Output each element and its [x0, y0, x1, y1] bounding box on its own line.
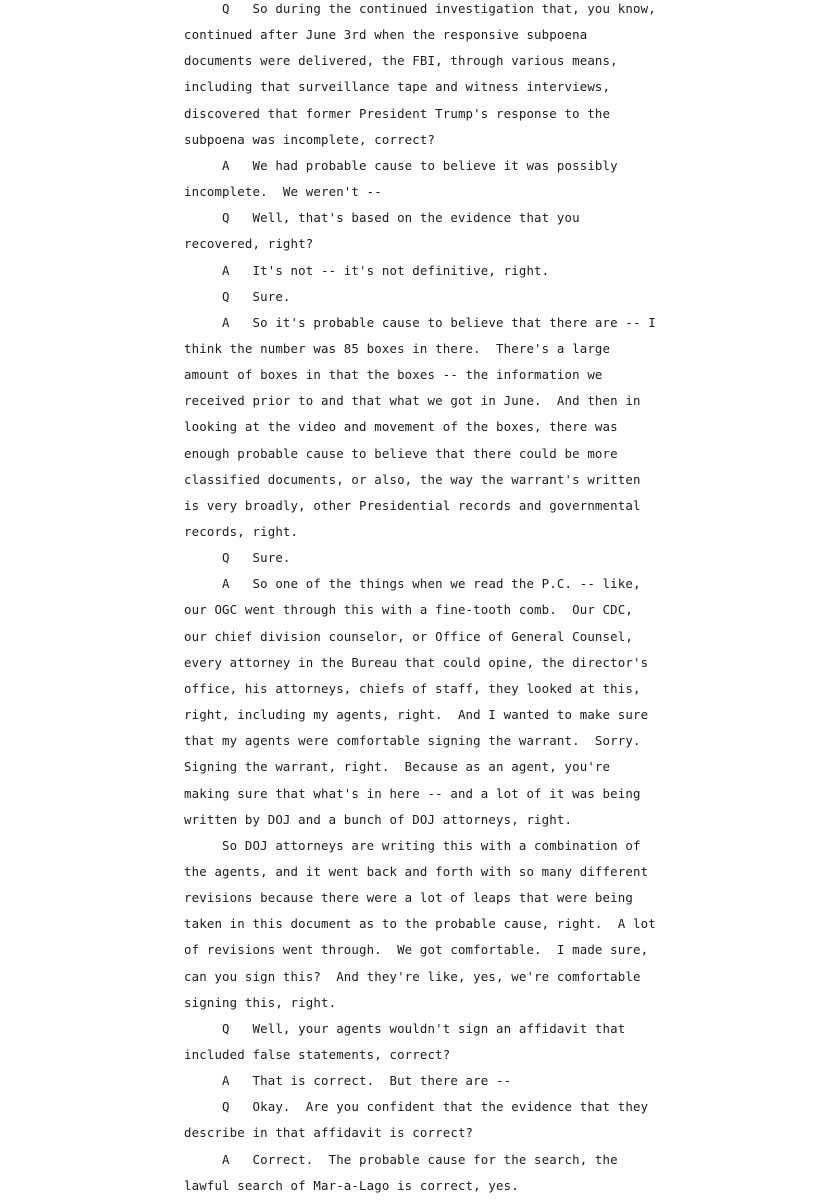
transcript-line: Q Sure.	[184, 550, 291, 566]
transcript-line: Q Sure.	[184, 288, 291, 304]
transcript-line: included false statements, correct?	[184, 1047, 451, 1062]
transcript-line: revisions because there were a lot of leaps that were being	[184, 890, 633, 906]
transcript-line: A So it's probable cause to believe that there are -- I	[184, 314, 656, 330]
transcript-line: A Correct. The probable cause for the search, the	[184, 1151, 618, 1167]
transcript-line: A We had probable cause to believe it was possibly	[184, 157, 618, 173]
transcript-line: Q Well, that's based on the evidence that you	[184, 210, 580, 226]
transcript-line: Q Well, your agents wouldn't sign an affidavit that	[184, 1020, 626, 1036]
transcript-line: Q Okay. Are you confident that the evidence that they	[184, 1099, 649, 1115]
transcript-line: the agents, and it went back and forth with so many different	[184, 863, 649, 879]
transcript-line: think the number was 85 boxes in there. There's a large	[184, 340, 611, 356]
transcript-line: records, right.	[184, 524, 299, 539]
transcript-line: our chief division counselor, or Office of General Counsel,	[184, 628, 633, 644]
transcript-line: A It's not -- it's not definitive, right.	[184, 262, 550, 278]
transcript-line: discovered that former President Trump's response to the	[184, 105, 611, 121]
transcript-line: is very broadly, other Presidential records and governmental	[184, 497, 641, 513]
transcript-line: of revisions went through. We got comfortable. I made sure,	[184, 942, 649, 958]
transcript-line: lawful search of Mar-a-Lago is correct, yes.	[184, 1177, 519, 1193]
transcript-line: amount of boxes in that the boxes -- the information we	[184, 367, 603, 383]
transcript-line: received prior to and that what we got in June. And then in	[184, 393, 641, 409]
transcript-line: documents were delivered, the FBI, through various means,	[184, 53, 618, 69]
transcript-line: that my agents were comfortable signing the warrant. Sorry.	[184, 733, 641, 749]
transcript-line: office, his attorneys, chiefs of staff, they looked at this,	[184, 680, 641, 696]
transcript-line: Q So during the continued investigation that, you know,	[184, 1, 656, 16]
transcript-line: signing this, right.	[184, 994, 337, 1010]
transcript-line: every attorney in the Bureau that could opine, the director's	[184, 654, 649, 670]
transcript-line: making sure that what's in here -- and a lot of it was being	[184, 785, 641, 801]
transcript-line: describe in that affidavit is correct?	[184, 1125, 474, 1141]
transcript-line: looking at the video and movement of the boxes, there was	[184, 419, 618, 435]
transcript-line: A That is correct. But there are --	[184, 1073, 512, 1089]
transcript-line: taken in this document as to the probable cause, right. A lot	[184, 916, 656, 932]
transcript-line: subpoena was incomplete, correct?	[184, 131, 436, 147]
transcript-line: A So one of the things when we read the P.C. -- like,	[184, 576, 641, 592]
transcript-line: our OGC went through this with a fine-tooth comb. Our CDC,	[184, 602, 633, 618]
transcript-line: Signing the warrant, right. Because as an agent, you're	[184, 759, 611, 775]
transcript-line: written by DOJ and a bunch of DOJ attorneys, right.	[184, 811, 573, 827]
transcript-line: including that surveillance tape and witness interviews,	[184, 79, 611, 95]
transcript-line: can you sign this? And they're like, yes, we're comfortable	[184, 968, 641, 984]
transcript-line: So DOJ attorneys are writing this with a combination of	[184, 837, 641, 853]
transcript-line: right, including my agents, right. And I wanted to make sure	[184, 707, 649, 723]
transcript-line: classified documents, or also, the way the warrant's written	[184, 471, 641, 487]
transcript-line: recovered, right?	[184, 236, 314, 252]
transcript-line: continued after June 3rd when the responsive subpoena	[184, 27, 588, 43]
transcript-line: enough probable cause to believe that there could be more	[184, 445, 618, 461]
transcript-line: incomplete. We weren't --	[184, 184, 382, 200]
